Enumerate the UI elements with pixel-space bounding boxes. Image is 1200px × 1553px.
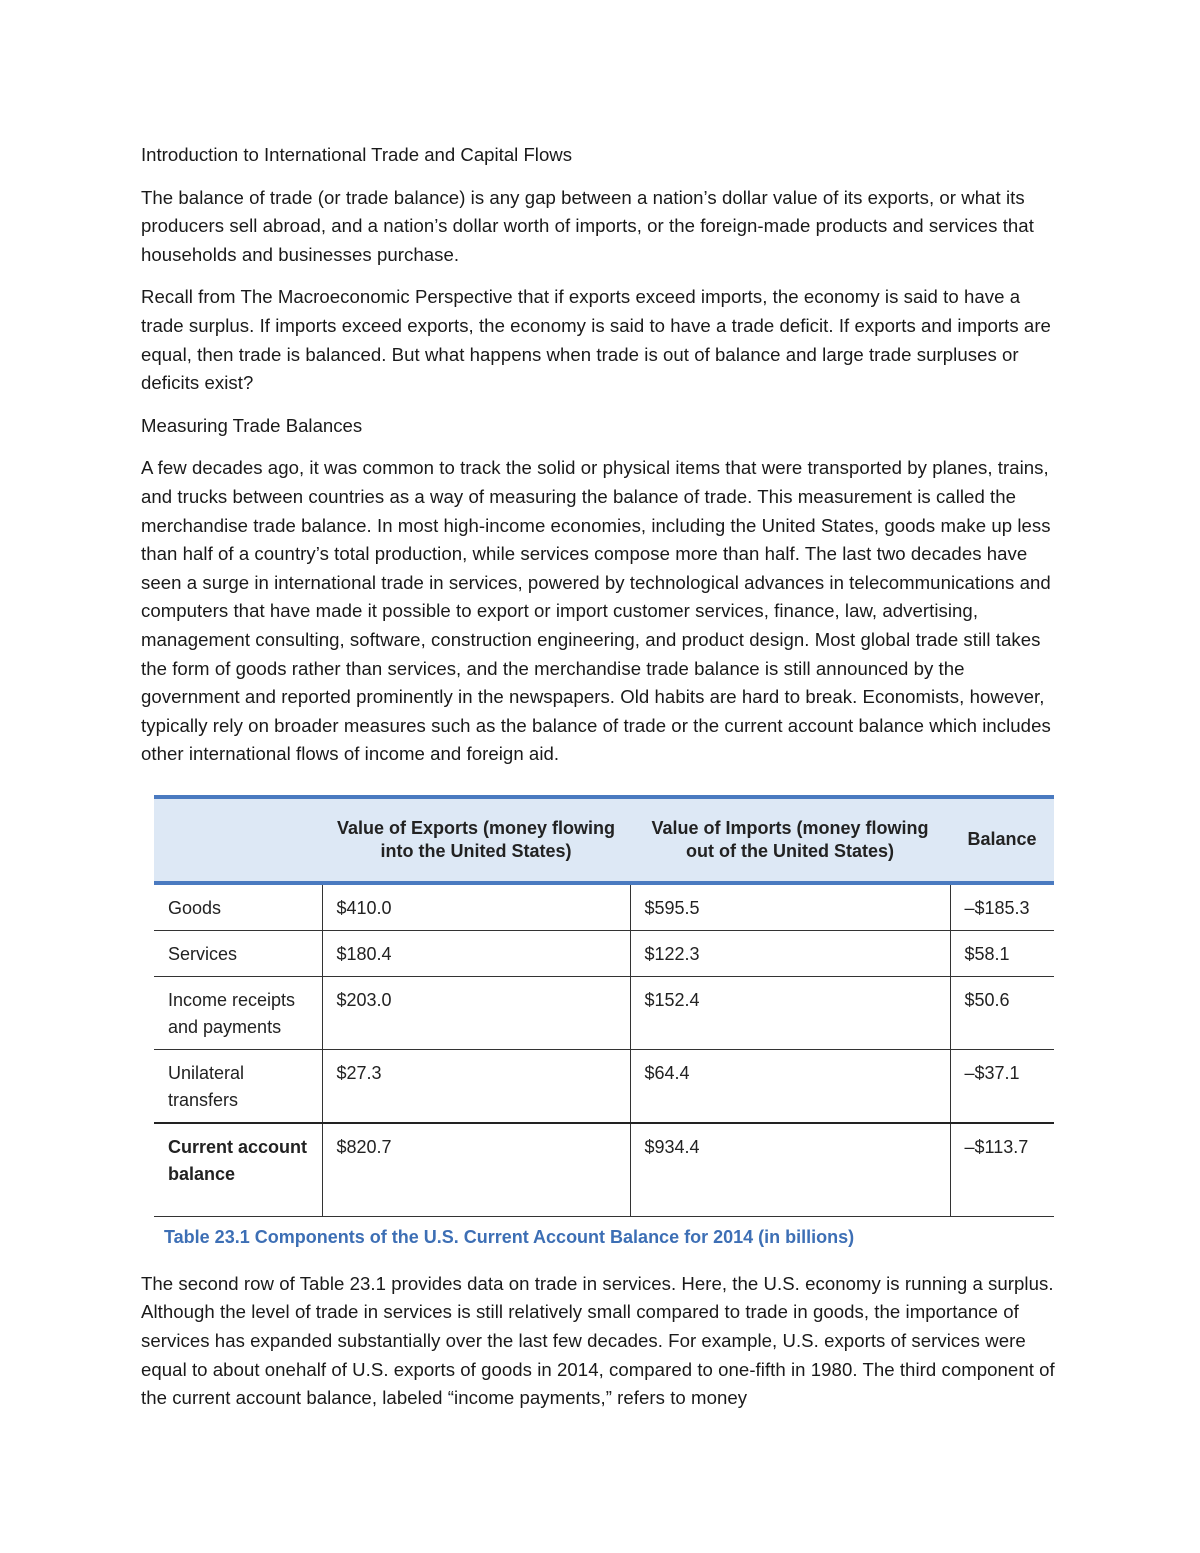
table-row (154, 976, 1054, 1049)
row-label: Income receipts and payments (154, 976, 322, 1049)
row-label: Unilateral transfers (154, 1049, 322, 1123)
paragraph-surplus-deficit: Recall from The Macroeconomic Perspective that if exports exceed imports, the economy is said to have a trade surplus. If imports exceed exports, the economy is said to have a trade deficit. If exports and imports are equal, then trade is balanced. But what happens when trade is out of balance and large trade surpluses or deficits exist? (141, 286, 1051, 394)
row-exports: $27.3 (322, 1049, 630, 1123)
row-exports: $410.0 (322, 883, 630, 931)
subheading-measuring: Measuring Trade Balances (141, 414, 363, 436)
total-balance: –$113.7 (950, 1123, 1054, 1217)
current-account-table (154, 795, 1054, 1217)
table-header-row (154, 797, 1054, 883)
row-imports: $595.5 (630, 883, 950, 931)
total-exports: $820.7 (322, 1123, 630, 1217)
table-caption: Table 23.1 Components of the U.S. Current Account Balance for 2014 (in billions) (164, 1226, 855, 1247)
table-row (154, 1049, 1054, 1123)
row-exports: $203.0 (322, 976, 630, 1049)
row-label: Goods (154, 883, 322, 931)
row-imports: $152.4 (630, 976, 950, 1049)
table-container (154, 795, 1054, 1248)
row-balance: –$185.3 (950, 883, 1054, 931)
paragraph-measuring: A few decades ago, it was common to track the solid or physical items that were transported by planes, trains, and trucks between countries as a way of measuring the balance of trade. This measurement is called the merchandise trade balance. In most high-income economies, including the United States, goods make up less than half of a country’s total production, while services compose more than half. The last two decades have seen a surge in international trade in services, powered by technological advances in telecommunications and computers that have made it possible to export or import customer services, finance, law, advertising, management consulting, software, construction engineering, and product design. Most global trade still takes the form of goods rather than services, and the merchandise trade balance is still announced by the government and reported prominently in the newspapers. Old habits are hard to break. Economists, however, typically rely on broader measures such as the balance of trade or the current account balance which includes other international flows of income and foreign aid. (141, 457, 1051, 765)
section-title: Introduction to International Trade and Capital Flows (141, 144, 573, 165)
table-total-row (154, 1123, 1054, 1217)
document-page (141, 141, 1061, 1427)
total-label: Current account balance (154, 1123, 322, 1217)
row-balance: $58.1 (950, 930, 1054, 976)
row-exports: $180.4 (322, 930, 630, 976)
row-balance: $50.6 (950, 976, 1054, 1049)
header-imports: Value of Imports (money flowing out of the United States) (651, 817, 929, 861)
row-imports: $64.4 (630, 1049, 950, 1123)
total-imports: $934.4 (630, 1123, 950, 1217)
header-balance: Balance (967, 829, 1037, 850)
paragraph-trade-balance: The balance of trade (or trade balance) is any gap between a nation’s dollar value of its exports, or what its producers sell abroad, and a nation’s dollar worth of imports, or the foreign-made products and services that households and businesses purchase. (141, 186, 1034, 265)
row-balance: –$37.1 (950, 1049, 1054, 1123)
header-exports: Value of Exports (money flowing into the United States) (336, 817, 616, 861)
table-row (154, 883, 1054, 931)
header-empty (154, 797, 322, 883)
row-imports: $122.3 (630, 930, 950, 976)
table-row (154, 930, 1054, 976)
row-label: Services (154, 930, 322, 976)
paragraph-services-row: The second row of Table 23.1 provides data on trade in services. Here, the U.S. economy is running a surplus. Although the level of trade in services is still relatively small compared to trade in goods, the importance of services has expanded substantially over the last few decades. For example, U.S. exports of services were equal to about onehalf of U.S. exports of goods in 2014, compared to one-fifth in 1980. The third component of the current account balance, labeled “income payments,” refers to money (141, 1272, 1055, 1409)
